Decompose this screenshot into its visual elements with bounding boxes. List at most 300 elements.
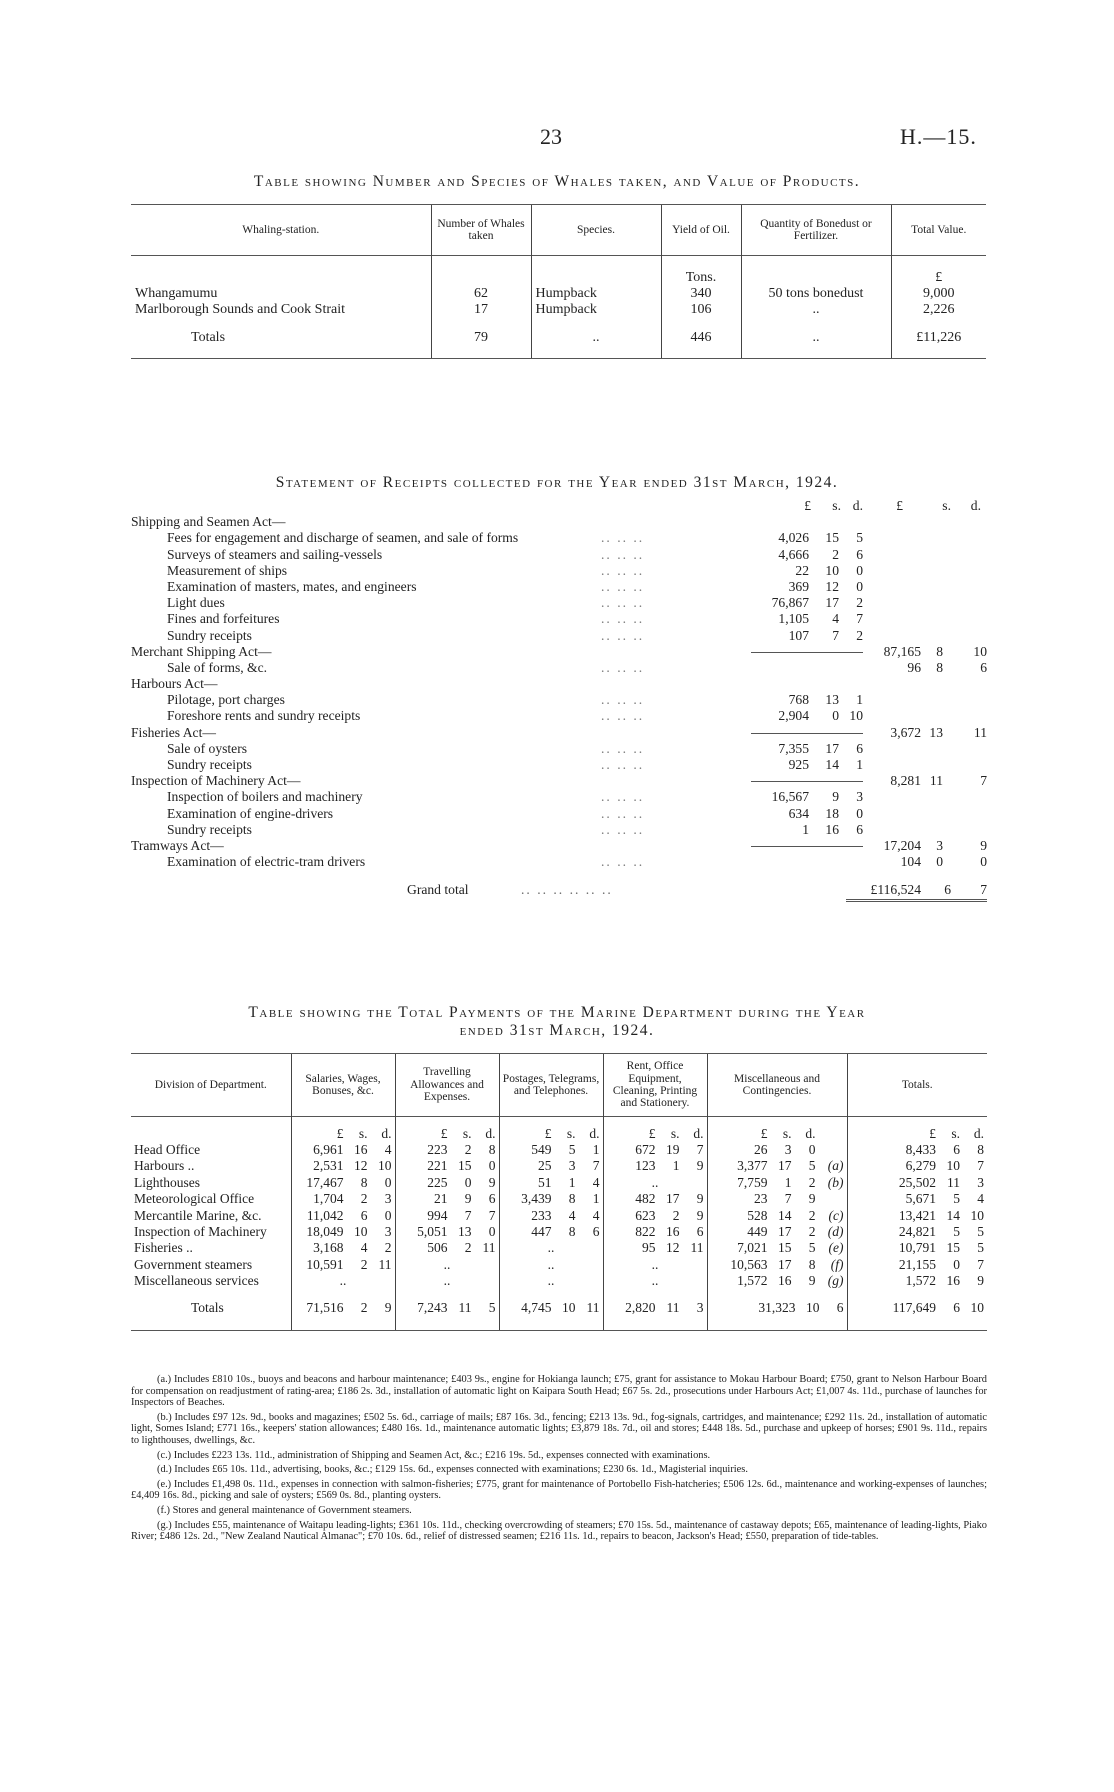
amount-pence: 10	[378, 1158, 392, 1174]
receipt-shillings: 8	[936, 659, 943, 675]
receipt-pence: 10	[849, 708, 863, 724]
receipt-row	[131, 628, 987, 644]
footnote-ref: (d)	[827, 1224, 844, 1240]
leader-dots: .. .. ..	[601, 627, 645, 643]
amount-shillings: 6	[953, 1299, 960, 1315]
total-species: ..	[531, 330, 661, 358]
subtotal-rule	[751, 652, 863, 653]
receipt-label: Sundry receipts	[167, 757, 252, 772]
receipt-pence: 7	[856, 611, 863, 627]
table-row	[131, 1208, 987, 1224]
grand-total-pence: 7	[951, 882, 987, 901]
footnote: (b.) Includes £97 12s. 9d., books and magazines; £502 5s. 6d., carriage of mails; £87 16s. 3d., fencing; £213 13s. 9d., fog-signals, cartridges, and maintenance; £292 11s. 2d., installation of automatic light, Somes Island; £771 16s., keepers' station allowances; £480 16s. 1d., maintenance automatic lights; £3,879 18s. 7d., oil and stores; £448 18s. 5d., purchase and upkeep of horses; £901 9s. 11d., repairs to lighthouses, dwellings, &c.	[131, 1411, 987, 1446]
footnote: (d.) Includes £65 10s. 11d., advertising, books, &c.; £129 15s. 6d., expenses connected with examinations; £230 6s. 1d., Magisterial inquiries.	[157, 1464, 748, 1476]
unit-label: £	[336, 1125, 344, 1141]
unit-label: d.	[693, 1125, 704, 1141]
receipt-pounds: 768	[788, 692, 809, 708]
empty-cell: ..	[291, 1273, 395, 1289]
receipt-label: Measurement of ships	[167, 562, 288, 578]
amount-pounds: 117,649	[892, 1299, 936, 1315]
grand-total-shillings: 6	[921, 882, 951, 901]
leader-dots: .. .. ..	[601, 562, 645, 578]
amount-pounds: 623	[635, 1207, 656, 1223]
amount-pence: 2	[808, 1174, 816, 1190]
amount-pence: 7	[696, 1142, 704, 1157]
leader-dots: .. .. ..	[601, 740, 645, 756]
receipt-label: Sundry receipts	[167, 627, 252, 643]
empty-cell: ..	[499, 1240, 603, 1256]
unit-tons: Tons.	[661, 255, 741, 286]
amount-pounds: 7,021	[737, 1240, 768, 1256]
amount-pounds: 51	[538, 1174, 552, 1190]
division-name: Lighthouses	[134, 1174, 200, 1190]
receipt-pence: 0	[980, 854, 987, 870]
unit-label: s.	[951, 1125, 960, 1141]
amount-shillings: 8	[568, 1191, 576, 1207]
receipt-pence: 0	[856, 805, 863, 821]
amount-shillings: 2	[464, 1240, 472, 1256]
receipt-label: Fisheries Act—	[131, 724, 216, 740]
receipt-pounds: 925	[788, 757, 809, 772]
amount-shillings: 9	[464, 1191, 472, 1207]
receipt-label: Sundry receipts	[167, 821, 252, 837]
total-value-sum: £11,226	[891, 330, 986, 358]
receipt-shillings: 4	[832, 611, 839, 627]
amount-pence: 6	[488, 1191, 496, 1207]
amount-pence: 5	[488, 1299, 496, 1315]
unit-label: s.	[462, 1125, 472, 1141]
receipt-row	[131, 708, 987, 724]
totals-label: Totals	[191, 1299, 224, 1315]
empty-cell: ..	[395, 1257, 499, 1273]
receipt-shillings: 14	[825, 757, 839, 772]
receipt-shillings: 0	[936, 854, 943, 870]
empty-cell: ..	[395, 1273, 499, 1289]
receipt-row	[131, 595, 987, 611]
amount-pence: 8	[977, 1142, 984, 1157]
receipt-pence: 7	[980, 773, 987, 789]
amount-pounds: 994	[427, 1207, 448, 1223]
amount-pounds: 3,168	[313, 1240, 344, 1256]
amount-shillings: 2	[360, 1191, 368, 1207]
unit-label: £	[544, 1125, 552, 1141]
amount-shillings: 1	[784, 1174, 792, 1190]
receipt-pounds: 76,867	[771, 595, 809, 611]
amount-pounds: 4,745	[521, 1299, 552, 1315]
col-header-totals: Totals.	[847, 1054, 987, 1116]
subtotal-rule	[751, 846, 863, 847]
division-name: Inspection of Machinery	[134, 1224, 267, 1240]
amount-pounds: 24,821	[898, 1224, 936, 1240]
unit-label: s.	[782, 1125, 792, 1141]
receipt-pence: 10	[973, 643, 987, 659]
leader-dots: .. .. ..	[601, 578, 645, 594]
receipt-shillings: 16	[825, 821, 839, 837]
footnote: (c.) Includes £223 13s. 11d., administration of Shipping and Seamen Act, &c.; £216 19s. 5d., expenses connected with examinations.	[157, 1449, 711, 1461]
amount-pence: 7	[592, 1158, 600, 1174]
amount-pence: 9	[696, 1158, 704, 1174]
table-row	[131, 1224, 987, 1240]
amount-pounds: 18,049	[306, 1224, 344, 1240]
receipt-pounds: 107	[788, 627, 809, 643]
amount-pence: 11	[690, 1240, 704, 1256]
receipt-label: Harbours Act—	[131, 676, 218, 692]
leader-dots: .. .. ..	[601, 659, 645, 675]
amount-pounds: 223	[427, 1142, 448, 1157]
payments-table	[131, 1053, 987, 1331]
receipt-pounds: 22	[795, 562, 809, 578]
receipt-pounds: 2,904	[778, 708, 809, 724]
footnote-ref: (e)	[828, 1240, 844, 1256]
col-pence: d.	[852, 498, 863, 513]
amount-pence: 2	[808, 1207, 816, 1223]
page-number: 23	[540, 124, 562, 149]
total-value: 2,226	[891, 302, 986, 318]
receipt-row	[131, 854, 987, 870]
amount-pounds: 233	[531, 1207, 552, 1223]
col-header-salaries: Salaries, Wages, Bonuses, &c.	[291, 1054, 395, 1116]
amount-shillings: 15	[946, 1240, 960, 1256]
amount-shillings: 17	[778, 1256, 792, 1272]
amount-shillings: 15	[778, 1240, 792, 1256]
amount-pounds: 23	[754, 1191, 768, 1207]
amount-pounds: 2,531	[313, 1158, 344, 1174]
amount-shillings: 11	[458, 1299, 472, 1315]
amount-pence: 7	[977, 1158, 984, 1174]
receipt-shillings: 11	[929, 773, 943, 789]
total-whales: 79	[431, 330, 531, 358]
receipt-label: Examination of electric-tram drivers	[167, 854, 366, 870]
amount-shillings: 8	[360, 1174, 368, 1190]
amount-shillings: 1	[672, 1158, 680, 1174]
payments-title-line2: ended 31st March, 1924.	[459, 1022, 655, 1039]
receipt-row	[131, 789, 987, 805]
amount-pounds: 447	[531, 1224, 552, 1240]
amount-pounds: 3,439	[521, 1191, 552, 1207]
amount-pounds: 11,042	[306, 1207, 344, 1223]
species: Humpback	[531, 286, 661, 302]
unit-label: s.	[358, 1125, 368, 1141]
amount-shillings: 16	[666, 1224, 680, 1240]
amount-pounds: 71,516	[306, 1299, 344, 1315]
amount-pence: 5	[977, 1224, 984, 1240]
receipt-label: Fines and forfeitures	[167, 611, 280, 627]
receipt-row	[131, 579, 987, 595]
amount-pence: 0	[384, 1174, 392, 1190]
unit-label: d.	[381, 1125, 392, 1141]
footnote: (e.) Includes £1,498 0s. 11d., expenses in connection with salmon-fisheries; £775, grant for maintenance of Portobello Fish-hatcheries; £506 12s. 6d., maintenance and working-expenses of launches; £4,409 16s. 8d., picking and sale of oysters; £569 0s. 8d., planting oysters.	[131, 1478, 987, 1502]
division-name: Fisheries ..	[134, 1240, 193, 1256]
amount-pounds: 6,279	[905, 1158, 936, 1174]
receipt-shillings: 7	[832, 627, 839, 643]
totals-row	[131, 1300, 987, 1330]
amount-pounds: 1,572	[905, 1273, 936, 1289]
amount-pounds: 5,671	[905, 1191, 936, 1207]
leader-dots: .. .. ..	[601, 821, 645, 837]
amount-pence: 10	[970, 1299, 984, 1315]
footnote-ref	[816, 1191, 844, 1207]
col-header-value: Total Value.	[891, 205, 986, 255]
amount-shillings: 5	[953, 1224, 960, 1240]
doc-reference: H.—15.	[900, 124, 977, 149]
amount-shillings: 15	[458, 1158, 472, 1174]
receipt-row	[131, 838, 987, 854]
amount-pounds: 2,820	[625, 1299, 656, 1315]
leader-dots: .. .. ..	[601, 789, 645, 805]
whale-count: 17	[431, 302, 531, 318]
receipt-label: Examination of masters, mates, and engineers	[167, 578, 417, 594]
receipt-shillings: 15	[825, 530, 839, 546]
unit-label: d.	[973, 1125, 984, 1141]
amount-pounds: 31,323	[758, 1299, 796, 1315]
amount-pounds: 95	[642, 1240, 656, 1256]
col-header-travelling: Travelling Allowances and Expenses.	[395, 1054, 499, 1116]
amount-pence: 6	[836, 1299, 844, 1315]
amount-pounds: 10,791	[898, 1240, 936, 1256]
receipt-label: Surveys of steamers and sailing-vessels	[167, 546, 383, 562]
amount-pounds: 6,961	[313, 1142, 344, 1157]
amount-shillings: 10	[946, 1158, 960, 1174]
footnotes	[131, 1374, 987, 1546]
totals-row	[131, 330, 986, 358]
col-header-rent: Rent, Office Equipment, Cleaning, Printing and Stationery.	[603, 1054, 707, 1116]
receipt-pence: 6	[980, 659, 987, 675]
division-name: Head Office	[134, 1142, 201, 1157]
receipt-shillings: 8	[936, 643, 943, 659]
table-row	[131, 1273, 987, 1289]
receipt-pounds: 4,666	[778, 546, 809, 562]
amount-shillings: 13	[458, 1224, 472, 1240]
empty-cell: ..	[603, 1257, 707, 1273]
amount-pounds: 822	[635, 1224, 656, 1240]
leader-dots: .. .. ..	[601, 546, 645, 562]
amount-pence: 11	[586, 1299, 600, 1315]
footnote-ref: (f)	[830, 1256, 844, 1272]
footnote-ref: (a)	[827, 1158, 844, 1174]
receipt-shillings: 10	[825, 562, 839, 578]
receipt-pounds: 17,204	[883, 837, 921, 853]
receipt-label: Merchant Shipping Act—	[131, 643, 272, 659]
leader-dots: .. .. ..	[601, 611, 645, 627]
receipt-shillings: 13	[929, 724, 943, 740]
receipt-row	[131, 692, 987, 708]
receipt-label: Examination of engine-drivers	[167, 805, 334, 821]
amount-shillings: 10	[354, 1224, 368, 1240]
amount-shillings: 8	[568, 1224, 576, 1240]
amount-shillings: 14	[946, 1207, 960, 1223]
amount-pence: 9	[488, 1174, 496, 1190]
division-name: Government steamers	[134, 1256, 253, 1272]
col-pound: £	[804, 498, 811, 513]
unit-pound: £	[891, 255, 986, 286]
footnote: (a.) Includes £810 10s., buoys and beacons and harbour maintenance; £403 9s., engine for Hokianga launch; £75, grant for assistance to Mokau Harbour Board; £750, grant to Nelson Harbour Board for compensation on readjustment of rating-area; £186 2s. 3d., installation of automatic light on Kaipara South Head; £67 5s. 2d., prosecutions under Harbours Act; £1,007 4s. 11d., purchase of launches for Inspectors of Beaches.	[131, 1374, 987, 1409]
amount-shillings: 2	[360, 1299, 368, 1315]
empty-cell: ..	[603, 1175, 707, 1191]
amount-pence: 1	[592, 1142, 600, 1157]
amount-shillings: 19	[666, 1142, 680, 1157]
species: Humpback	[531, 302, 661, 318]
amount-shillings: 0	[953, 1256, 960, 1272]
receipt-row	[131, 822, 987, 838]
amount-pounds: 7,759	[737, 1174, 768, 1190]
amount-pence: 11	[378, 1256, 392, 1272]
amount-pounds: 1,572	[737, 1273, 768, 1289]
receipt-pence: 3	[856, 789, 863, 805]
receipt-pence: 6	[856, 546, 863, 562]
amount-pounds: 123	[635, 1158, 656, 1174]
receipt-row	[131, 644, 987, 660]
amount-shillings: 2	[464, 1142, 472, 1157]
empty-cell: ..	[499, 1273, 603, 1289]
receipt-row	[131, 530, 987, 546]
amount-pence: 7	[977, 1256, 984, 1272]
amount-pounds: 13,421	[898, 1207, 936, 1223]
payments-title-line1: Table showing the Total Payments of the Marine Department during the Year	[248, 1004, 866, 1021]
amount-pence: 5	[808, 1240, 816, 1256]
statement-table	[131, 498, 987, 899]
leader-dots: .. .. ..	[601, 692, 645, 708]
receipt-pounds: 369	[788, 578, 809, 594]
total-bonedust: ..	[741, 330, 891, 358]
amount-pence: 3	[384, 1224, 392, 1240]
receipt-pounds: 104	[900, 854, 921, 870]
amount-pence: 1	[592, 1191, 600, 1207]
amount-pence: 6	[592, 1224, 600, 1240]
division-name: Meteorological Office	[134, 1191, 255, 1207]
amount-pounds: 17,467	[306, 1174, 344, 1190]
total-oil: 446	[661, 330, 741, 358]
station-name: Marlborough Sounds and Cook Strait	[135, 301, 345, 317]
receipt-pounds: 4,026	[778, 530, 809, 546]
amount-pence: 0	[808, 1142, 816, 1157]
amount-shillings: 5	[953, 1191, 960, 1207]
receipt-row	[131, 611, 987, 627]
receipt-pence: 6	[856, 821, 863, 837]
receipt-shillings: 17	[825, 595, 839, 611]
receipt-pence: 1	[856, 757, 863, 772]
receipt-label: Sale of oysters	[167, 740, 248, 756]
unit-label: s.	[670, 1125, 680, 1141]
footnote: (g.) Includes £55, maintenance of Waitapu leading-lights; £361 10s. 11d., checking overcrowding of steamers; £70 15s. 5d., maintenance of castaway depots; £65, maintenance of leading-lights, Piako River; £486 12s. 2d., "New Zealand Nautical Almanac"; £70 10s. 6d., relief of distressed seamen; £216 11s. 1d., repairs to beacon, Jackson's Head; £550, preparation of tide-tables.	[131, 1519, 987, 1543]
receipt-shillings: 3	[936, 837, 943, 853]
col-header-division: Division of Department.	[154, 1078, 267, 1091]
receipt-pence: 5	[856, 530, 863, 546]
receipt-pounds: 3,672	[890, 724, 921, 740]
receipt-label: Pilotage, port charges	[167, 692, 285, 708]
bonedust: 50 tons bonedust	[741, 286, 891, 302]
receipt-shillings: 12	[825, 578, 839, 594]
table-row	[131, 1142, 987, 1158]
col-header-species: Species.	[531, 205, 661, 255]
amount-pence: 3	[384, 1191, 392, 1207]
amount-shillings: 2	[672, 1207, 680, 1223]
subtotal-rule	[751, 781, 863, 782]
receipt-pounds: 87,165	[883, 643, 921, 659]
amount-pounds: 8,433	[905, 1142, 936, 1157]
unit-label: d.	[589, 1125, 600, 1141]
division-name: Mercantile Marine, &c.	[134, 1207, 262, 1223]
col-header-misc: Miscellaneous and Contingencies.	[707, 1054, 847, 1116]
leader-dots: .. .. ..	[601, 708, 645, 724]
col-pound: £	[896, 498, 903, 513]
receipt-row	[131, 547, 987, 563]
amount-shillings: 4	[360, 1240, 368, 1256]
footnote: (f.) Stores and general maintenance of Government steamers.	[157, 1504, 412, 1516]
unit-label: £	[440, 1125, 448, 1141]
amount-pounds: 528	[747, 1207, 768, 1223]
amount-pence: 9	[808, 1273, 816, 1289]
receipt-row	[131, 773, 987, 789]
amount-pence: 3	[977, 1174, 984, 1190]
amount-pence: 2	[808, 1224, 816, 1240]
receipt-pounds: 7,355	[778, 740, 809, 756]
footnote-ref	[816, 1142, 844, 1158]
receipt-shillings: 2	[832, 546, 839, 562]
table-row	[131, 1158, 987, 1174]
amount-shillings: 11	[666, 1299, 680, 1315]
amount-pounds: 449	[747, 1224, 768, 1240]
receipt-shillings: 13	[825, 692, 839, 708]
footnote-ref: (c)	[828, 1207, 844, 1223]
totals-label: Totals	[191, 329, 226, 345]
receipt-row	[131, 563, 987, 579]
amount-shillings: 16	[354, 1142, 368, 1157]
amount-shillings: 5	[568, 1142, 576, 1157]
oil-yield: 340	[661, 286, 741, 302]
grand-total-pounds: £116,524	[846, 882, 921, 901]
amount-shillings: 2	[360, 1256, 368, 1272]
amount-shillings: 1	[568, 1174, 576, 1190]
amount-shillings: 16	[946, 1273, 960, 1289]
receipt-row	[131, 806, 987, 822]
receipt-pounds: 96	[907, 659, 921, 675]
amount-pounds: 25	[538, 1158, 552, 1174]
col-header-station: Whaling-station.	[242, 223, 320, 236]
amount-shillings: 11	[947, 1174, 960, 1190]
unit-label: d.	[485, 1125, 496, 1141]
receipt-pounds: 8,281	[890, 773, 921, 789]
amount-pence: 0	[488, 1158, 496, 1174]
unit-label: £	[929, 1125, 936, 1141]
receipt-label: Light dues	[167, 595, 225, 611]
amount-pounds: 3,377	[737, 1158, 768, 1174]
amount-pence: 6	[696, 1224, 704, 1240]
amount-pounds: 482	[635, 1191, 656, 1207]
receipt-pence: 2	[856, 595, 863, 611]
table-row	[131, 1175, 987, 1191]
receipt-pounds: 16,567	[771, 789, 809, 805]
receipt-pence: 0	[856, 562, 863, 578]
receipt-pence: 2	[856, 627, 863, 643]
unit-label: s.	[566, 1125, 576, 1141]
amount-shillings: 17	[666, 1191, 680, 1207]
receipt-label: Tramways Act—	[131, 837, 224, 853]
whales-table	[131, 204, 986, 359]
whales-table-title: Table showing Number and Species of Whales taken, and Value of Products.	[253, 173, 861, 190]
amount-pence: 5	[977, 1240, 984, 1256]
amount-pence: 11	[482, 1240, 496, 1256]
amount-pence: 10	[970, 1207, 984, 1223]
receipt-label: Foreshore rents and sundry receipts	[167, 708, 361, 724]
leader-dots: .. .. ..	[601, 757, 645, 772]
division-name: Harbours ..	[134, 1158, 195, 1174]
col-shilling: s.	[942, 498, 951, 513]
receipt-shillings: 18	[825, 805, 839, 821]
receipt-pence: 9	[980, 837, 987, 853]
unit-label: d.	[805, 1125, 816, 1141]
amount-pence: 9	[384, 1299, 392, 1315]
col-pence: d.	[970, 498, 981, 513]
